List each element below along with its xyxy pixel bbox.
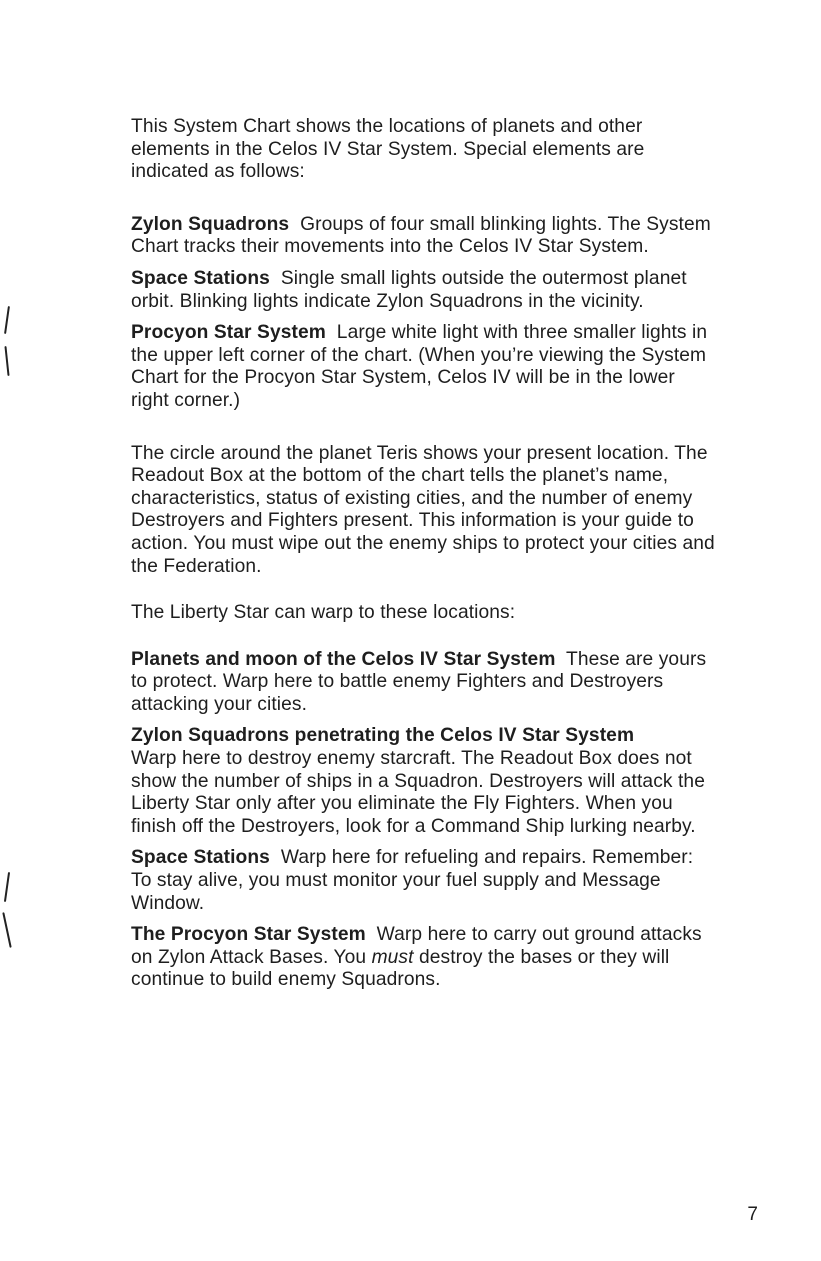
location-term: The Procyon Star System [131,924,366,946]
element-description: Groups of four small blinking lights. The System Chart tracks their movements into the Celos IV Star System. [131,213,711,258]
location-entry [131,649,717,717]
binding-mark [4,306,10,334]
intro-paragraph: This System Chart shows the locations of planets and other elements in the Celos IV Star System. Special elements are indicated as follows: [131,116,645,183]
binding-mark [2,912,11,948]
circle-paragraph: The circle around the planet Teris shows your present location. The Readout Box at the bottom of the chart tells the planet’s name, characteristics, status of existing cities, and the number of enemy Destroyers and Fighters present. This information is your guide to action. You must wipe out the enemy ships to protect your cities and the Federation. [131,442,715,577]
location-term: Planets and moon of the Celos IV Star System [131,648,556,670]
location-entry [131,924,717,992]
element-term: Procyon Star System [131,322,326,344]
element-description: Large white light with three smaller lights in the upper left corner of the chart. (When you’re viewing the System Chart for the Procyon Star System, Celos IV will be in the lower right corner.) [131,322,708,411]
location-description: Warp here for refueling and repairs. Remember: To stay alive, you must monitor your fuel supply and Message Window. [131,847,694,914]
location-description: Warp here to destroy enemy starcraft. The Readout Box does not show the number of ships in a Squadron. Destroyers will attack the Liberty Star only after you eliminate the Fly Fighters. When you finish off the Destroyers, look for a Command Ship lurking nearby. [131,748,705,837]
emphasis-text: must [371,946,414,968]
element-term: Zylon Squadrons [131,213,290,235]
page-number: 7 [747,1204,758,1225]
warp-intro: The Liberty Star can warp to these locations: [131,602,516,624]
element-entry [131,214,717,259]
element-entry [131,268,717,313]
body-text [131,116,717,992]
element-description: Single small lights outside the outermost planet orbit. Blinking lights indicate Zylon Squadrons in the vicinity. [131,267,687,312]
location-description: Warp here to carry out ground attacks on Zylon Attack Bases. You [131,924,702,968]
binding-mark [4,872,10,902]
element-entry [131,322,717,412]
location-description: destroy the bases or they will continue to build enemy Squadrons. [131,946,670,991]
location-entry [131,847,717,915]
element-term: Space Stations [131,267,270,289]
location-term: Zylon Squadrons penetrating the Celos IV Star System [131,725,635,747]
location-entry [131,725,717,838]
binding-mark [4,346,9,376]
location-term: Space Stations [131,847,270,869]
location-description: These are yours to protect. Warp here to battle enemy Fighters and Destroyers attacking your cities. [131,648,707,715]
